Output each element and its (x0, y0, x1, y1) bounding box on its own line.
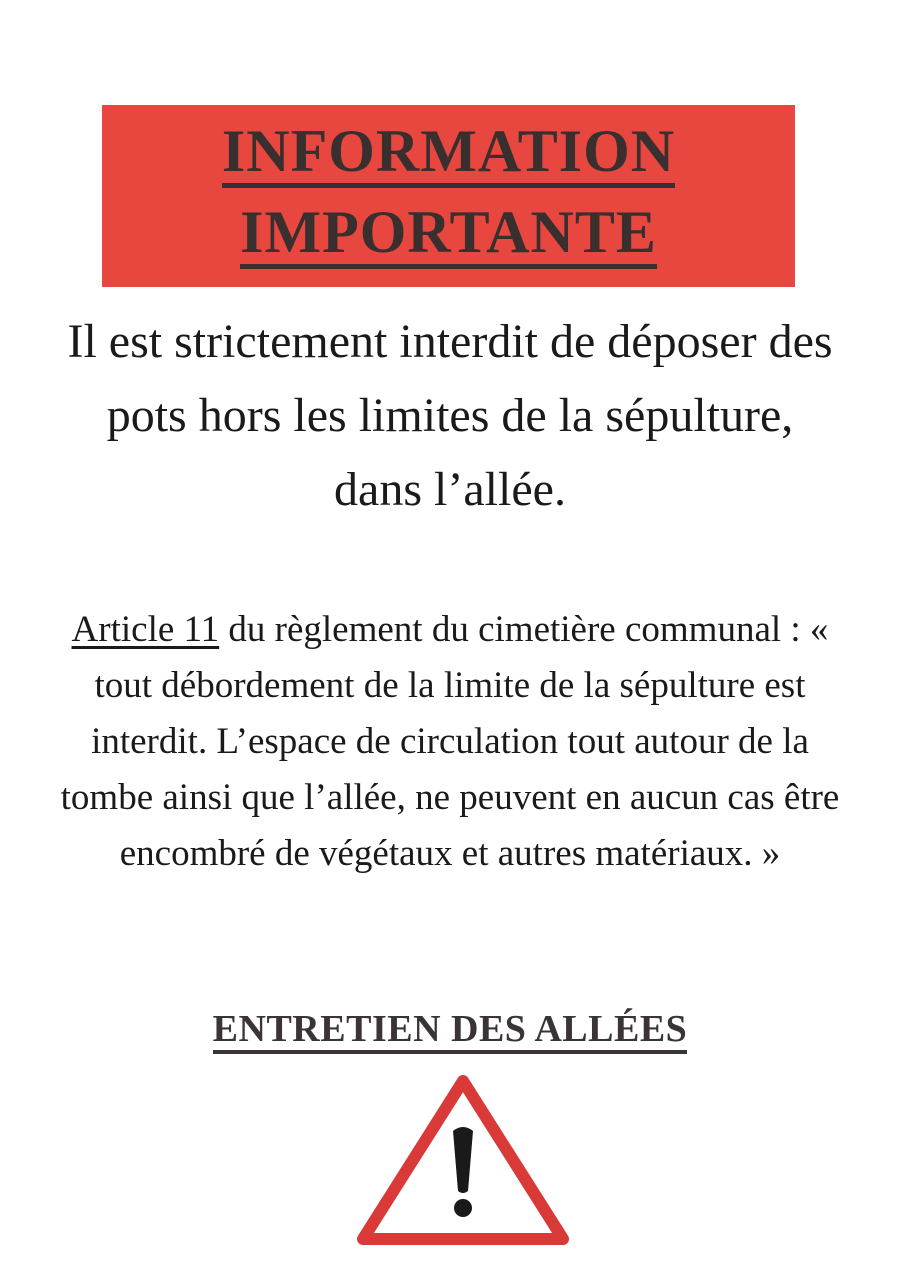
article-reference: Article 11 (71, 609, 220, 650)
banner-title-line-1: INFORMATION (222, 121, 675, 188)
section-title-text: ENTRETIEN DES ALLÉES (213, 1010, 688, 1054)
info-banner (102, 105, 795, 287)
prohibition-statement: Il est strictement interdit de déposer des pots hors les limites de la sépulture, dans l’allée. (67, 315, 833, 516)
article-text: du règlement du cimetière communal : « tout débordement de la limite de la sépulture est interdit. L’espace de circulation tout autour de la tombe ainsi que l’allée, ne peuvent en aucun cas être encombré de végétaux et autres matériaux. » (60, 609, 840, 874)
section-title (60, 1010, 840, 1054)
article-quote (60, 602, 840, 882)
warning-triangle-icon (357, 1073, 569, 1247)
banner-title-line-2: IMPORTANTE (240, 202, 657, 269)
